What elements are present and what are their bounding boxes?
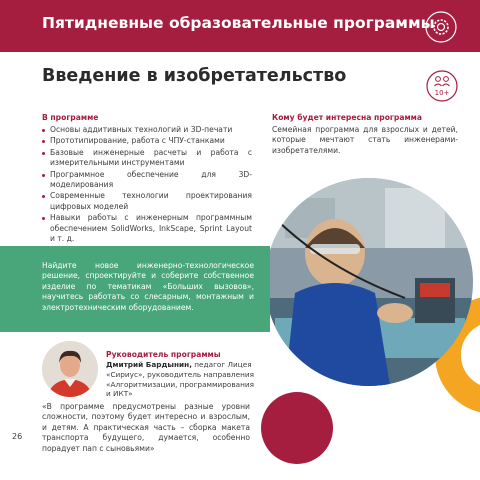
workshop-photo — [265, 178, 473, 386]
audience-heading: Кому будет интересна программа — [272, 113, 422, 122]
age-label: 10+ — [434, 89, 450, 97]
list-item: Основы аддитивных технологий и 3D-печати — [42, 125, 252, 135]
page-number: 26 — [12, 432, 23, 441]
leader-role: педагог Лицея «Сириус», руководитель направления «Алгоритмизации, программирования и ИКТ» — [106, 360, 255, 399]
audience-section — [272, 113, 458, 156]
program-heading: В программе — [42, 113, 99, 122]
program-list — [42, 125, 252, 244]
program-contents — [42, 113, 252, 245]
leader-heading: Руководитель программы — [106, 350, 221, 359]
callout-text: Найдите новое инженерно-технологическое решение, спроектируйте и соберите собственное изделие по тематикам «Больших вызовов», научитесь работать со слесарным, монтажным и электротехническим оборудованием. — [42, 261, 254, 312]
header-title: Пятидневные образовательные программы — [42, 14, 435, 32]
decorative-red-circle — [261, 392, 333, 464]
quote-text: «В программе предусмотрены разные уровни сложности, поэтому будет интересно и взрослым, и детям. А практическая часть – сборка макета транспорта будущего, думается, особенно порадует пап с сыновьями» — [42, 402, 250, 453]
list-item: Программное обеспечение для 3D-моделирования — [42, 170, 252, 191]
page-title: Введение в изобретательство — [42, 66, 347, 86]
leader-name: Дмитрий Бардынин, — [106, 360, 192, 369]
people-icon — [426, 70, 458, 102]
list-item: Базовые инженерные расчеты и работа с измерительными инструментами — [42, 148, 252, 169]
avatar — [42, 341, 98, 397]
list-item: Современные технологии проектирования цифровых моделей — [42, 191, 252, 212]
gear-icon — [425, 11, 457, 43]
leader-description — [106, 360, 256, 399]
audience-text: Семейная программа для взрослых и детей, которые мечтают стать инженерами-изобретателями. — [272, 125, 458, 155]
list-item: Навыки работы с инженерным программным обеспечением SolidWorks, InkScape, Sprint Layout и т. д. — [42, 213, 252, 244]
list-item: Прототипирование, работа с ЧПУ-станками — [42, 136, 252, 146]
